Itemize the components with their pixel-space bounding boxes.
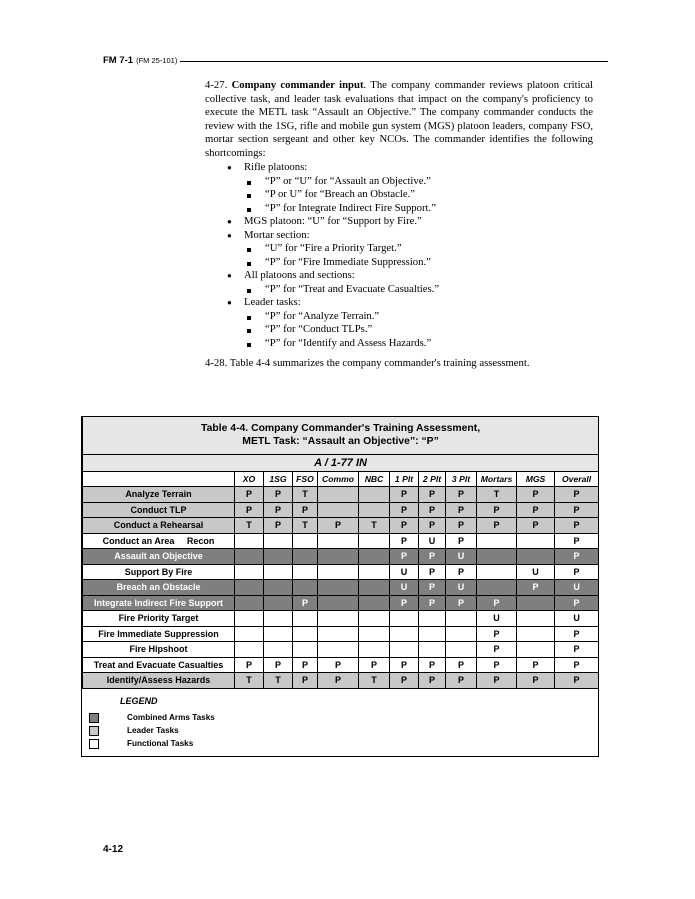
rating-cell: T: [235, 518, 264, 534]
assessment-table: [82, 417, 599, 689]
sub-bullet-item: “P” for “Treat and Evacuate Casualties.”: [244, 283, 593, 297]
rating-cell: T: [359, 518, 390, 534]
rating-cell: [235, 626, 264, 642]
rating-cell: P: [477, 673, 517, 689]
rating-cell: P: [555, 549, 599, 565]
rating-cell: [477, 580, 517, 596]
task-name: Fire Immediate Suppression: [83, 626, 235, 642]
shortcomings-list: [205, 161, 593, 350]
page-number: 4-12: [103, 844, 124, 855]
rating-cell: [235, 564, 264, 580]
table-row: [83, 642, 599, 658]
bullet-label: Mortar section:: [244, 228, 310, 241]
sub-bullet-item: “P” for “Identify and Assess Hazards.”: [244, 337, 593, 351]
rating-cell: [419, 626, 446, 642]
rating-cell: P: [446, 518, 477, 534]
column-header: 1SG: [264, 472, 293, 487]
rating-cell: P: [390, 673, 419, 689]
task-name: Integrate Indirect Fire Support: [83, 595, 235, 611]
rating-cell: T: [359, 673, 390, 689]
rating-cell: U: [555, 580, 599, 596]
paragraph-text: . The company commander reviews platoon critical collective task, and leader task evaluations that impact on the company's proficiency to execute the METL task “Assault an Objective.” The company commander conducts the review with the 1SG, rifle and mobile gun system (MGS) platoon leaders, company FSO, mortar section sergeant and other key NCOs. The commander identifies the following shortcomings:: [205, 79, 594, 159]
table-row: [83, 673, 599, 689]
table-title: [83, 417, 599, 455]
rating-cell: U: [446, 549, 477, 565]
rating-cell: P: [390, 595, 419, 611]
rating-cell: [318, 549, 359, 565]
bullet-item: [205, 161, 593, 215]
rating-cell: [359, 487, 390, 503]
rating-cell: U: [555, 611, 599, 627]
rating-cell: [446, 611, 477, 627]
table-row: [83, 487, 599, 503]
sub-bullet-item: “P” or “U” for “Assault an Objective.”: [244, 175, 593, 189]
rating-cell: P: [419, 564, 446, 580]
column-header: FSO: [293, 472, 318, 487]
rating-cell: [318, 642, 359, 658]
rating-cell: P: [264, 502, 293, 518]
rating-cell: P: [390, 487, 419, 503]
rating-cell: T: [235, 673, 264, 689]
sub-bullet-item: “P” for “Conduct TLPs.”: [244, 323, 593, 337]
rating-cell: [318, 533, 359, 549]
rating-cell: [359, 611, 390, 627]
rating-cell: P: [419, 518, 446, 534]
rating-cell: P: [517, 580, 555, 596]
rating-cell: [318, 502, 359, 518]
table-row: [83, 611, 599, 627]
rating-cell: [390, 642, 419, 658]
rating-cell: [446, 626, 477, 642]
table-row: [83, 564, 599, 580]
rating-cell: [477, 533, 517, 549]
column-header: 2 Plt: [419, 472, 446, 487]
column-header: Mortars: [477, 472, 517, 487]
rating-cell: P: [264, 657, 293, 673]
rating-cell: [293, 580, 318, 596]
manual-superseded: (FM 25-101): [136, 55, 178, 65]
rating-cell: [517, 626, 555, 642]
rating-cell: [293, 564, 318, 580]
sub-bullet-list: [244, 242, 593, 269]
bullet-label: All platoons and sections:: [244, 269, 355, 281]
rating-cell: P: [477, 657, 517, 673]
rating-cell: P: [446, 533, 477, 549]
column-header: MGS: [517, 472, 555, 487]
rating-cell: P: [419, 580, 446, 596]
rating-cell: P: [264, 518, 293, 534]
task-name: Conduct an Area Recon: [83, 533, 235, 549]
rating-cell: U: [390, 580, 419, 596]
rating-cell: P: [555, 564, 599, 580]
sub-bullet-list: [244, 310, 593, 351]
legend-label: Functional Tasks: [127, 739, 194, 748]
rating-cell: P: [390, 657, 419, 673]
task-name: Conduct TLP: [83, 502, 235, 518]
bullet-item: [205, 229, 593, 270]
rating-cell: P: [390, 549, 419, 565]
rating-cell: P: [419, 487, 446, 503]
legend-items: [89, 711, 215, 750]
rating-cell: [359, 533, 390, 549]
rating-cell: [390, 611, 419, 627]
rating-cell: [293, 642, 318, 658]
sub-bullet-item: “P” for Integrate Indirect Fire Support.”: [244, 202, 593, 216]
task-name: Analyze Terrain: [83, 487, 235, 503]
rating-cell: [517, 642, 555, 658]
sub-bullet-item: “P” for “Analyze Terrain.”: [244, 310, 593, 324]
rating-cell: P: [390, 502, 419, 518]
rating-cell: [318, 487, 359, 503]
legend-item: [89, 737, 215, 750]
unit-designation: A / 1-77 IN: [83, 455, 599, 472]
rating-cell: P: [517, 487, 555, 503]
rating-cell: P: [293, 595, 318, 611]
rating-cell: P: [517, 502, 555, 518]
sub-bullet-list: [244, 283, 593, 297]
rating-cell: [235, 595, 264, 611]
rating-cell: [517, 549, 555, 565]
rating-cell: P: [419, 673, 446, 689]
rating-cell: [235, 611, 264, 627]
rating-cell: P: [517, 657, 555, 673]
rating-cell: P: [446, 564, 477, 580]
rating-cell: U: [419, 533, 446, 549]
task-name: Identify/Assess Hazards: [83, 673, 235, 689]
sub-bullet-item: “P or U” for “Breach an Obstacle.”: [244, 188, 593, 202]
task-name: Fire Priority Target: [83, 611, 235, 627]
rating-cell: P: [446, 673, 477, 689]
rating-cell: P: [446, 487, 477, 503]
rating-cell: P: [517, 518, 555, 534]
rating-cell: [264, 611, 293, 627]
table-row: [83, 626, 599, 642]
column-header-row: [83, 472, 599, 487]
rating-cell: [517, 595, 555, 611]
rating-cell: P: [446, 657, 477, 673]
rating-cell: P: [555, 642, 599, 658]
rating-cell: P: [555, 533, 599, 549]
rating-cell: [235, 580, 264, 596]
rating-cell: P: [555, 595, 599, 611]
rating-cell: [446, 642, 477, 658]
sub-bullet-item: “P” for “Fire Immediate Suppression.”: [244, 256, 593, 270]
header-rule: [180, 61, 608, 62]
rating-cell: P: [359, 657, 390, 673]
task-name: Support By Fire: [83, 564, 235, 580]
bullet-label: MGS platoon: “U” for “Support by Fire.”: [244, 215, 422, 227]
legend-swatch: [89, 726, 99, 736]
rating-cell: [293, 626, 318, 642]
rating-cell: P: [318, 657, 359, 673]
rating-cell: [293, 611, 318, 627]
rating-cell: P: [477, 626, 517, 642]
rating-cell: [293, 533, 318, 549]
legend-item: [89, 724, 215, 737]
rating-cell: P: [477, 518, 517, 534]
rating-cell: P: [555, 518, 599, 534]
column-header: 1 Plt: [390, 472, 419, 487]
rating-cell: P: [517, 673, 555, 689]
rating-cell: [359, 549, 390, 565]
rating-cell: [359, 626, 390, 642]
rating-cell: P: [555, 626, 599, 642]
table-row: [83, 657, 599, 673]
rating-cell: P: [318, 673, 359, 689]
rating-cell: P: [555, 487, 599, 503]
manual-number: FM 7-1: [103, 54, 134, 66]
rating-cell: P: [390, 518, 419, 534]
bullet-item: [205, 269, 593, 296]
rating-cell: [264, 580, 293, 596]
rating-cell: U: [390, 564, 419, 580]
table-body: [83, 487, 599, 689]
rating-cell: P: [419, 595, 446, 611]
rating-cell: [419, 611, 446, 627]
rating-cell: [477, 549, 517, 565]
table-row: [83, 518, 599, 534]
table-title-line1: Table 4-4. Company Commander's Training Assessment,: [201, 423, 481, 434]
rating-cell: P: [264, 487, 293, 503]
table-row: [83, 502, 599, 518]
table-title-line2: METL Task: “Assault an Objective”: “P”: [242, 435, 439, 447]
rating-cell: P: [293, 657, 318, 673]
rating-cell: [517, 533, 555, 549]
paragraph-4-27: [205, 79, 593, 160]
paragraph-4-28: 4-28. Table 4-4 summarizes the company commander's training assessment.: [205, 357, 530, 369]
rating-cell: T: [264, 673, 293, 689]
rating-cell: P: [293, 673, 318, 689]
rating-cell: P: [235, 657, 264, 673]
task-column-header: [83, 472, 235, 487]
rating-cell: P: [446, 502, 477, 518]
rating-cell: P: [419, 502, 446, 518]
rating-cell: [235, 642, 264, 658]
rating-cell: P: [390, 533, 419, 549]
rating-cell: [359, 502, 390, 518]
rating-cell: P: [235, 487, 264, 503]
rating-cell: P: [555, 673, 599, 689]
rating-cell: [318, 611, 359, 627]
rating-cell: [318, 595, 359, 611]
table-row: [83, 549, 599, 565]
body-text: [205, 79, 593, 371]
task-name: Treat and Evacuate Casualties: [83, 657, 235, 673]
rating-cell: T: [293, 487, 318, 503]
assessment-table-box: [81, 416, 599, 757]
task-name: Assault an Objective: [83, 549, 235, 565]
bullet-label: Leader tasks:: [244, 296, 301, 308]
legend-label: Leader Tasks: [127, 726, 179, 735]
legend-title: LEGEND: [120, 696, 158, 706]
legend-swatch: [89, 713, 99, 723]
rating-cell: P: [293, 502, 318, 518]
paragraph-number: 4-27.: [205, 79, 228, 91]
rating-cell: T: [477, 487, 517, 503]
legend-item: [89, 711, 215, 724]
rating-cell: [235, 549, 264, 565]
rating-cell: [318, 626, 359, 642]
rating-cell: [264, 626, 293, 642]
rating-cell: [264, 595, 293, 611]
rating-cell: P: [235, 502, 264, 518]
column-header: XO: [235, 472, 264, 487]
rating-cell: P: [477, 595, 517, 611]
paragraph-title: Company commander input: [231, 79, 364, 91]
task-name: Fire Hipshoot: [83, 642, 235, 658]
table-row: [83, 533, 599, 549]
rating-cell: P: [555, 657, 599, 673]
rating-cell: U: [477, 611, 517, 627]
rating-cell: P: [419, 657, 446, 673]
legend-swatch: [89, 739, 99, 749]
task-name: Breach an Obstacle: [83, 580, 235, 596]
rating-cell: [293, 549, 318, 565]
table-row: [83, 595, 599, 611]
rating-cell: [264, 549, 293, 565]
rating-cell: [359, 642, 390, 658]
rating-cell: [264, 533, 293, 549]
rating-cell: [477, 564, 517, 580]
rating-cell: U: [517, 564, 555, 580]
rating-cell: [359, 564, 390, 580]
column-header: NBC: [359, 472, 390, 487]
rating-cell: [264, 642, 293, 658]
rating-cell: [419, 642, 446, 658]
rating-cell: [318, 564, 359, 580]
rating-cell: P: [555, 502, 599, 518]
rating-cell: U: [446, 580, 477, 596]
rating-cell: [390, 626, 419, 642]
rating-cell: [318, 580, 359, 596]
column-header: Commo: [318, 472, 359, 487]
rating-cell: P: [419, 549, 446, 565]
rating-cell: P: [477, 642, 517, 658]
bullet-item: [205, 215, 593, 229]
sub-bullet-item: “U” for “Fire a Priority Target.”: [244, 242, 593, 256]
task-name: Conduct a Rehearsal: [83, 518, 235, 534]
running-header: [103, 53, 608, 67]
table-row: [83, 580, 599, 596]
rating-cell: P: [318, 518, 359, 534]
legend-label: Combined Arms Tasks: [127, 713, 215, 722]
rating-cell: P: [446, 595, 477, 611]
sub-bullet-list: [244, 175, 593, 216]
column-header: Overall: [555, 472, 599, 487]
rating-cell: [235, 533, 264, 549]
rating-cell: P: [477, 502, 517, 518]
rating-cell: [264, 564, 293, 580]
column-header: 3 Plt: [446, 472, 477, 487]
rating-cell: [359, 595, 390, 611]
legend: [89, 696, 215, 750]
bullet-label: Rifle platoons:: [244, 161, 308, 173]
rating-cell: [517, 611, 555, 627]
rating-cell: [359, 580, 390, 596]
bullet-item: [205, 296, 593, 350]
rating-cell: T: [293, 518, 318, 534]
